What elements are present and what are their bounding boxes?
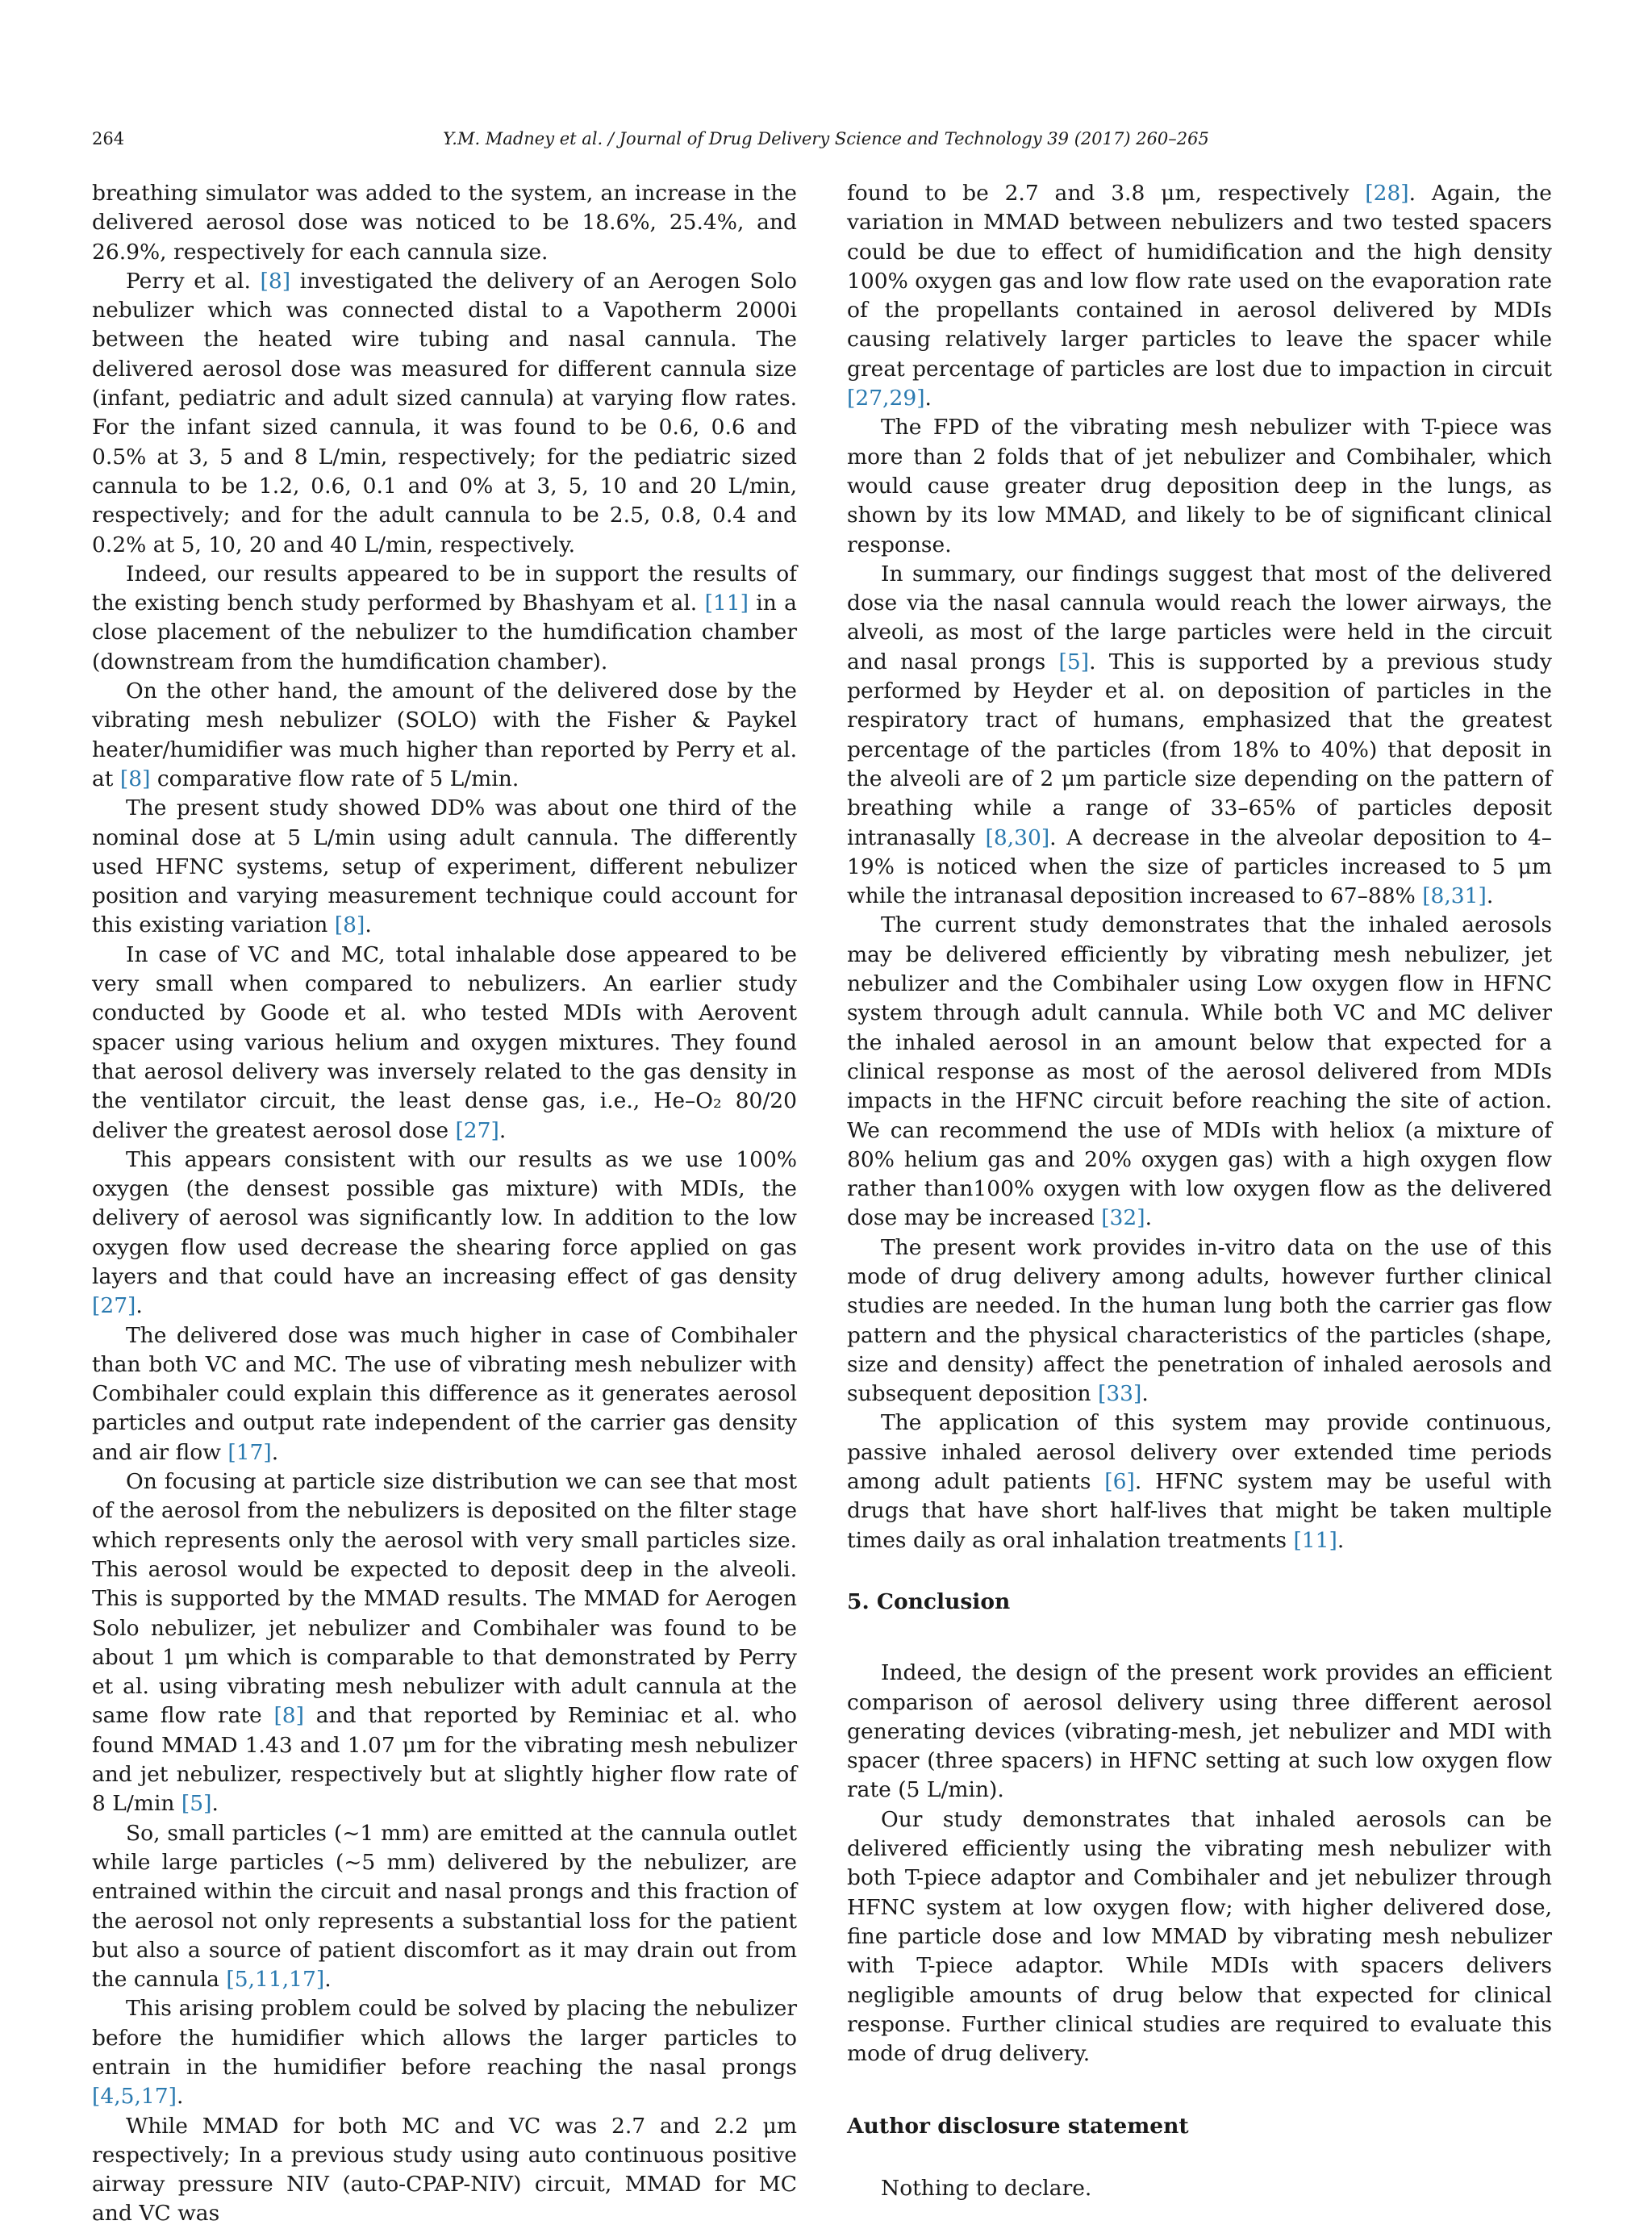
paragraph: breathing simulator was added to the system, an increase in the delivered aerosol dose was noticed to be 18.6%, 25.4%, and 26.9%, respectively for each cannula size. [92, 181, 797, 265]
paragraph: The delivered dose was much higher in case of Combihaler than both VC and MC. The use of vibrating mesh nebulizer with Combihaler could explain this difference as it generates aerosol particles and output rate independent of the carrier gas density and air flow [17]. [92, 1322, 797, 1465]
paragraph: The present work provides in-vitro data on the use of this mode of drug delivery among adults, however further clinical studies are needed. In the human lung both the carrier gas flow pattern and the physical characteristics of the particles (shape, size and density) affect the penetration of inhaled aerosols and subsequent deposition [33]. [847, 1234, 1552, 1407]
paragraph: So, small particles (~1 mm) are emitted at the cannula outlet while large particles (~5 mm) delivered by the nebulizer, are entrained within the circuit and nasal prongs and this fraction of the aerosol not only represents a substantial loss for the patient but also a source of patient discomfort as it may drain out from the cannula [5,11,17]. [92, 1820, 797, 1993]
citation-link[interactable]: [11] [704, 591, 749, 616]
citation-link[interactable]: [17] [227, 1439, 272, 1465]
page-number: 264 [92, 129, 125, 148]
citation-link[interactable]: [5] [1058, 649, 1090, 674]
citation-link[interactable]: [27] [92, 1293, 136, 1319]
paragraph: The current study demonstrates that the inhaled aerosols may be delivered efficiently by vibrating mesh nebulizer, jet nebulizer and the Combihaler using Low oxygen flow in HFNC system through adult cannula. While both VC and MC deliver the inhaled aerosol in an amount below that expected for a clinical response as most of the aerosol delivered from MDIs impacts in the HFNC circuit before reaching the site of action. We can recommend the use of MDIs with heliox (a mixture of 80% helium gas and 20% oxygen gas) with a high oxygen flow rather than100% oxygen with low oxygen flow as the delivered dose may be increased [32]. [847, 912, 1552, 1231]
citation-link[interactable]: [5] [181, 1791, 212, 1817]
paragraph: In case of VC and MC, total inhalable dose appeared to be very small when compared to nebulizers. An earlier study conducted by Goode et al. who tested MDIs with Aerovent spacer using various helium and oxygen mixtures. They found that aerosol delivery was inversely related to the gas density in the ventilator circuit, the least dense gas, i.e., He–O₂ 80/20 deliver the greatest aerosol dose [27]. [92, 941, 797, 1143]
paragraph: Indeed, our results appeared to be in support the results of the existing bench study performed by Bhashyam et al. [11] in a close placement of the nebulizer to the humdification chamber (downstream from the humdification chamber). [92, 561, 797, 674]
citation-link[interactable]: [8,30] [985, 824, 1050, 850]
citation-link[interactable]: [27,29] [847, 386, 925, 411]
left-column [92, 179, 797, 2229]
paragraph: Perry et al. [8] investigated the delivery of an Aerogen Solo nebulizer which was connected distal to a Vapotherm 2000i between the heated wire tubing and nasal cannula. The delivered aerosol dose was measured for different cannula size (infant, pediatric and adult sized cannula) at varying flow rates. For the infant sized cannula, it was found to be 0.6, 0.6 and 0.5% at 3, 5 and 8 L/min, respectively; for the pediatric sized cannula to be 1.2, 0.6, 0.1 and 0% at 3, 5, 10 and 20 L/min, respectively; and for the adult cannula to be 2.5, 0.8, 0.4 and 0.2% at 5, 10, 20 and 40 L/min, respectively. [92, 268, 797, 557]
citation-link[interactable]: [27] [455, 1117, 499, 1143]
right-column [847, 179, 1552, 2203]
citation-link[interactable]: [8] [273, 1703, 304, 1729]
citation-link[interactable]: [33] [1097, 1381, 1142, 1407]
running-header [92, 129, 1560, 157]
paragraph: On the other hand, the amount of the delivered dose by the vibrating mesh nebulizer (SOLO) with the Fisher & Paykel heater/humidifier was much higher than reported by Perry et al. at [8] comparative flow rate of 5 L/min. [92, 678, 797, 791]
citation-link[interactable]: [8] [260, 268, 291, 294]
paragraph: found to be 2.7 and 3.8 μm, respectively [28]. Again, the variation in MMAD between nebulizers and two tested spacers could be due to effect of humidification and the high density 100% oxygen gas and low flow rate used on the evaporation rate of the propellants contained in aerosol delivered by MDIs causing relatively larger particles to leave the spacer while great percentage of particles are lost due to impaction in circuit [27,29]. [847, 181, 1552, 411]
paragraph: This arising problem could be solved by placing the nebulizer before the humidifier which allows the larger particles to entrain in the humidifier before reaching the nasal prongs [4,5,17]. [92, 1996, 797, 2110]
paragraph: This appears consistent with our results as we use 100% oxygen (the densest possible gas mixture) with MDIs, the delivery of aerosol was significantly low. In addition to the low oxygen flow used decrease the shearing force applied on gas layers and that could have an increasing effect of gas density [27]. [92, 1146, 797, 1319]
citation-link[interactable]: [8] [119, 766, 151, 791]
disclosure-text: Nothing to declare. [881, 2175, 1092, 2201]
paragraph: The FPD of the vibrating mesh nebulizer with T-piece was more than 2 folds that of jet nebulizer and Combihaler, which would cause greater drug deposition deep in the lungs, as shown by its low MMAD, and likely to be of significant clinical response. [847, 415, 1552, 557]
paragraph: The application of this system may provide continuous, passive inhaled aerosol delivery over extended time periods among adult patients [6]. HFNC system may be useful with drugs that have short half-lives that might be taken multiple times daily as oral inhalation treatments [11]. [847, 1410, 1552, 1553]
citation-link[interactable]: [4,5,17] [92, 2084, 177, 2110]
paragraph: While MMAD for both MC and VC was 2.7 and 2.2 μm respectively; In a previous study using auto continuous positive airway pressure NIV (auto-CPAP-NIV) circuit, MMAD for MC and VC was [92, 2113, 797, 2227]
journal-citation: Y.M. Madney et al. / Journal of Drug Delivery Science and Technology 39 (2017) 260–265 [443, 129, 1209, 148]
citation-link[interactable]: [32] [1101, 1205, 1145, 1231]
paragraph: Our study demonstrates that inhaled aerosols can be delivered efficiently using the vibrating mesh nebulizer with both T-piece adaptor and Combihaler and jet nebulizer through HFNC system at low oxygen flow; with higher delivered dose, fine particle dose and low MMAD by vibrating mesh nebulizer with T-piece adaptor. While MDIs with spacers delivers negligible amounts of drug below that expected for clinical response. Further clinical studies are required to evaluate this mode of drug delivery. [847, 1806, 1552, 2067]
paragraph: The present study showed DD% was about one third of the nominal dose at 5 L/min using adult cannula. The differently used HFNC systems, setup of experiment, different nebulizer position and varying measurement technique could account for this existing variation [8]. [92, 795, 797, 938]
paragraph: In summary, our findings suggest that most of the delivered dose via the nasal cannula would reach the lower airways, the alveoli, as most of the large particles were held in the circuit and nasal prongs [5]. This is supported by a previous study performed by Heyder et al. on deposition of particles in the respiratory tract of humans, emphasized that the greatest percentage of the particles (from 18% to 40%) that deposit in the alveoli are of 2 μm particle size depending on the pattern of breathing while a range of 33–65% of particles deposit intranasally [8,30]. A decrease in the alveolar deposition to 4–19% is noticed when the size of particles increased to 5 μm while the intranasal deposition increased to 67–88% [8,31]. [847, 561, 1552, 909]
citation-link[interactable]: [6] [1104, 1469, 1135, 1495]
citation-link[interactable]: [11] [1293, 1527, 1337, 1553]
conclusion-heading: 5. Conclusion [847, 1588, 1011, 1614]
citation-link[interactable]: [8,31] [1422, 883, 1487, 909]
paragraph: Indeed, the design of the present work provides an efficient comparison of aerosol delivery using three different aerosol generating devices (vibrating-mesh, jet nebulizer and MDI with spacer (three spacers) in HFNC setting at such low oxygen flow rate (5 L/min). [847, 1660, 1552, 1803]
citation-link[interactable]: [8] [334, 912, 365, 938]
paragraph: On focusing at particle size distribution we can see that most of the aerosol from the nebulizers is deposited on the filter stage which represents only the aerosol with very small particles size. This aerosol would be expected to deposit deep in the alveoli. This is supported by the MMAD results. The MMAD for Aerogen Solo nebulizer, jet nebulizer and Combihaler was found to be about 1 μm which is comparable to that demonstrated by Perry et al. using vibrating mesh nebulizer with adult cannula at the same flow rate [8] and that reported by Reminiac et al. who found MMAD 1.43 and 1.07 μm for the vibrating mesh nebulizer and jet nebulizer, respectively but at slightly higher flow rate of 8 L/min [5]. [92, 1469, 797, 1817]
disclosure-heading: Author disclosure statement [847, 2114, 1189, 2139]
citation-link[interactable]: [28] [1365, 181, 1409, 206]
citation-link[interactable]: [5,11,17] [226, 1967, 325, 1993]
